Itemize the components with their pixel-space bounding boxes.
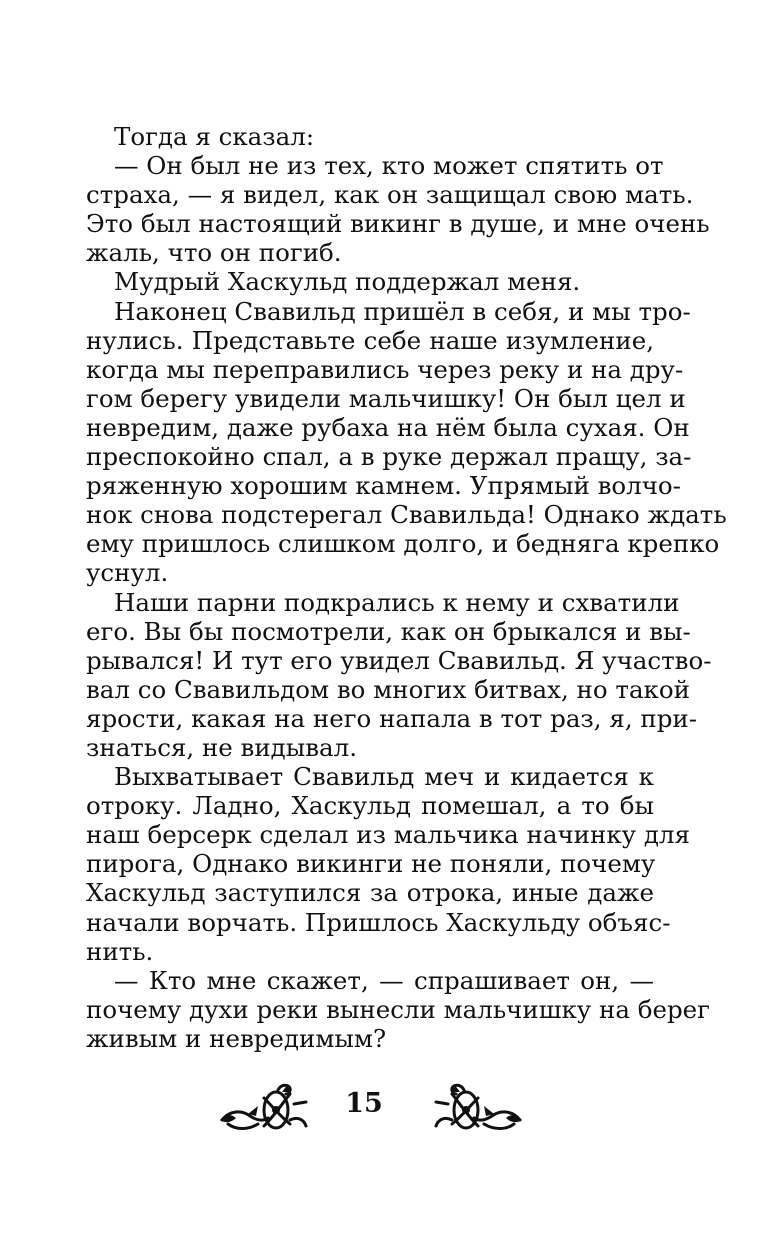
text-line: нок снова подстерегал Свавильда! Однако ждать xyxy=(86,500,727,530)
text-line: преспокойно спал, а в руке держал пращу, за- xyxy=(86,442,692,472)
text-line: нулись. Представьте себе наше изумление, xyxy=(86,325,654,355)
page-number: 15 xyxy=(345,1088,383,1119)
text-line: гом берегу увидели мальчишку! Он был цел и xyxy=(86,383,686,413)
page-footer xyxy=(0,1080,768,1140)
text-line: Наконец Свавильд пришёл в себя, и мы тро- xyxy=(114,296,691,326)
text-line: ярости, какая на него напала в тот раз, я, при- xyxy=(86,703,698,733)
text-line: нить. xyxy=(86,936,154,966)
text-line: Наши парни подкрались к нему и схватили xyxy=(114,587,680,617)
text-line: когда мы переправились через реку и на дру- xyxy=(86,354,684,384)
text-line: наш берсерк сделал из мальчика начинку для xyxy=(86,820,690,850)
text-line: начали ворчать. Пришлось Хаскульду объяс- xyxy=(86,907,671,937)
text-line: ему пришлось слишком долго, и бедняга крепко xyxy=(86,529,720,559)
text-line: вал со Свавильдом во многих битвах, но такой xyxy=(86,674,690,704)
text-line: Хаскульд заступился за отрока, иные даже xyxy=(86,878,654,908)
text-line: почему духи реки вынесли мальчишку на берег xyxy=(86,994,710,1024)
text-line: ряженную хорошим камнем. Упрямый волчо- xyxy=(86,471,681,501)
text-line: знаться, не видывал. xyxy=(86,732,358,762)
text-line: живым и невредимым? xyxy=(86,1023,387,1053)
text-line: Тогда я сказал: xyxy=(114,122,315,151)
text-line: отроку. Ладно, Хаскульд помешал, а то бы xyxy=(86,791,654,821)
text-line: Мудрый Хаскульд поддержал меня. xyxy=(114,267,581,297)
text-line: его. Вы бы посмотрели, как он брыкался и вы- xyxy=(86,616,691,646)
text-line: Это был настоящий викинг в душе, и мне очень xyxy=(86,209,710,239)
text-line: уснул. xyxy=(86,558,169,588)
viking-knot-ornament-icon xyxy=(432,1080,524,1136)
viking-knot-ornament-icon xyxy=(218,1080,310,1136)
text-line: пирога, Однако викинги не поняли, почему xyxy=(86,849,656,879)
text-line: невредим, даже рубаха на нём была сухая. Он xyxy=(86,412,690,442)
text-line: — Кто мне скажет, — спрашивает он, — xyxy=(114,965,654,995)
text-line: рывался! И тут его увидел Свавильд. Я участво- xyxy=(86,645,712,675)
text-line: Выхватывает Свавильд меч и кидается к xyxy=(114,762,654,792)
text-line: — Он был не из тех, кто может спятить от xyxy=(114,151,664,181)
page-body-text xyxy=(86,122,727,1053)
text-line: жаль, что он погиб. xyxy=(86,238,342,268)
text-line: страха, — я видел, как он защищал свою мать. xyxy=(86,180,694,210)
